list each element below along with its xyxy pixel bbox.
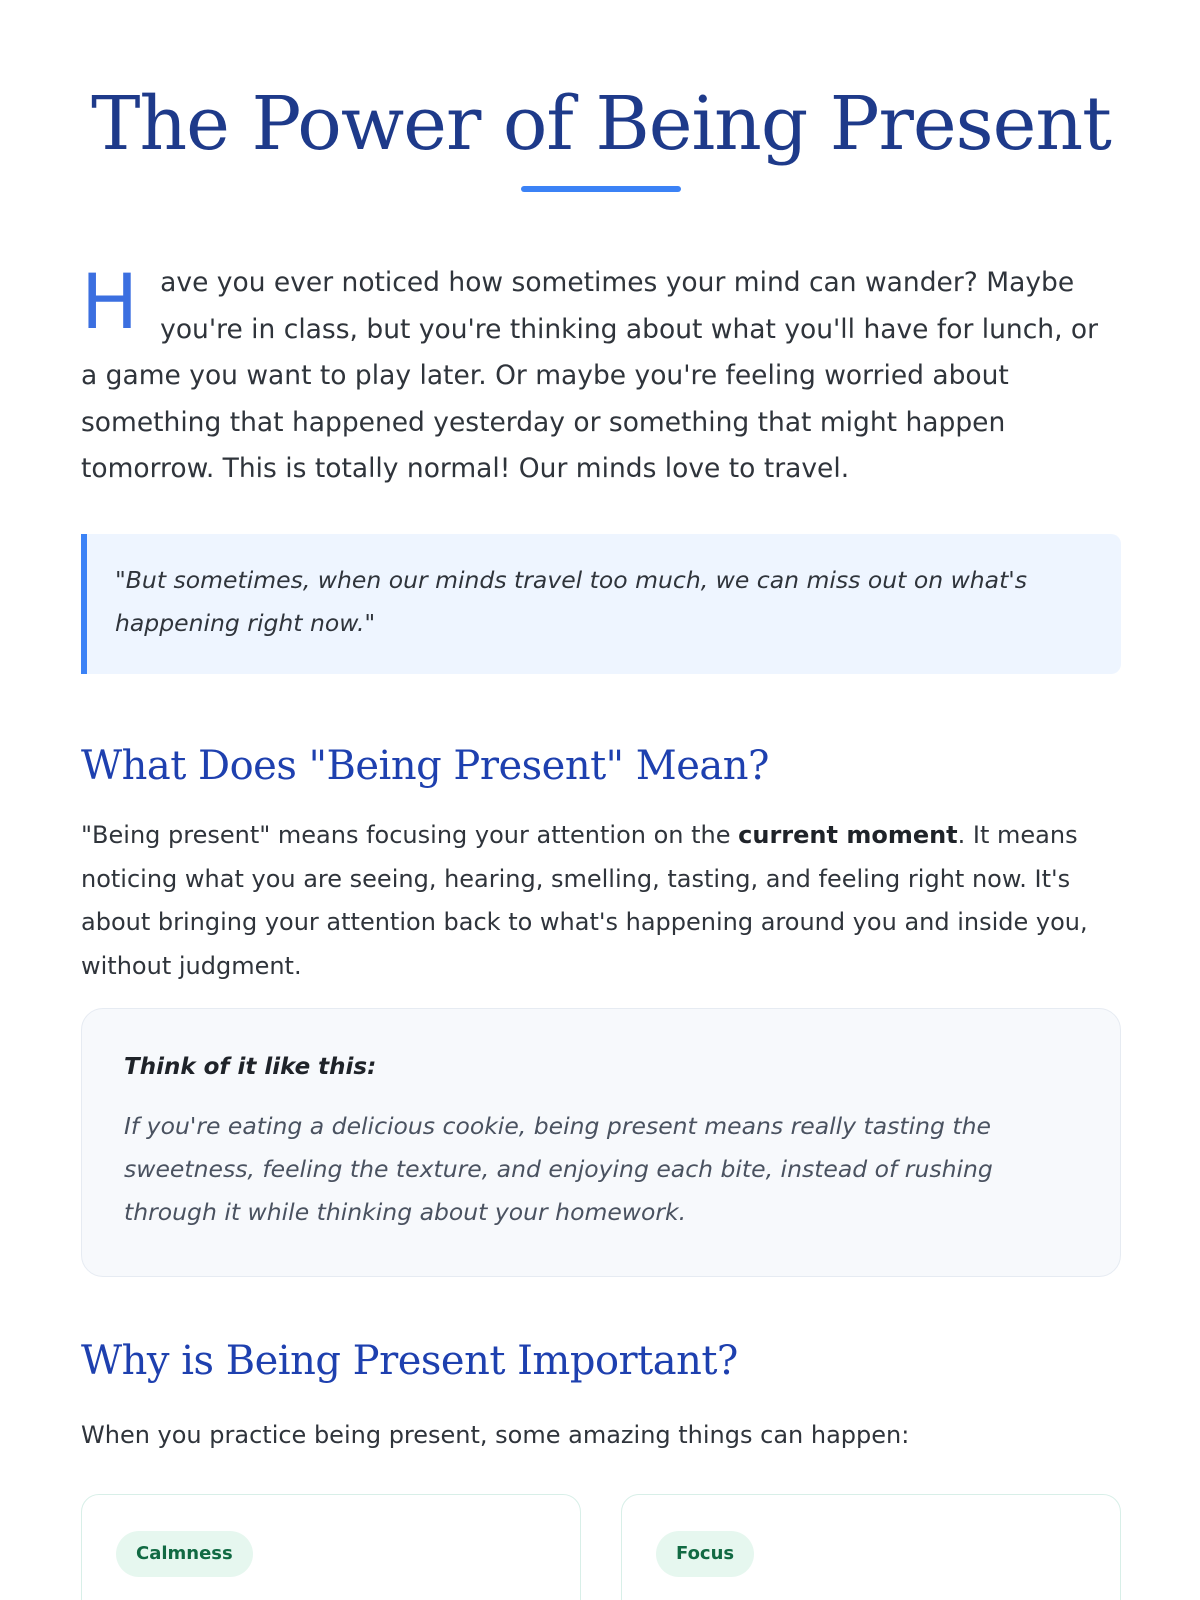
section-heading-importance: Why is Being Present Important?	[81, 1338, 738, 1384]
benefit-badge: Focus	[656, 1531, 754, 1577]
benefit-card-focus	[621, 1494, 1121, 1600]
meaning-emphasis: current moment	[738, 821, 958, 849]
benefit-badge: Calmness	[116, 1531, 253, 1577]
meaning-text-start: "Being present" means focusing your attention on the	[81, 821, 739, 849]
meaning-text-end: . It means noticing what you are seeing, hearing, smelling, tasting, and feeling right now. It's about bringing your attention back to what's happening around you and inside you, without judgment.	[81, 821, 1088, 980]
title-underline	[521, 186, 681, 192]
intro-text: ave you ever noticed how sometimes your mind can wander? Maybe you're in class, but you're thinking about what you'll have for lunch, or a game you want to play later. Or maybe you're feeling worried about something that happened yesterday or something that might happen tomorrow. This is totally normal! Our minds love to travel.	[81, 267, 1099, 484]
analogy-body: If you're eating a delicious cookie, being present means really tasting the sweetness, feeling the texture, and enjoying each bite, instead of rushing through it while thinking about your homework.	[124, 1112, 993, 1226]
importance-intro: When you practice being present, some amazing things can happen:	[81, 1421, 910, 1449]
section-heading-meaning: What Does "Being Present" Mean?	[81, 743, 769, 789]
intro-paragraph	[81, 257, 1121, 493]
drop-cap: H	[81, 257, 139, 346]
benefit-card-calmness	[81, 1494, 581, 1600]
analogy-box	[81, 1008, 1121, 1277]
pull-quote: "But sometimes, when our minds travel too much, we can miss out on what's happening right now."	[81, 534, 1121, 674]
meaning-paragraph	[81, 814, 1121, 988]
analogy-heading: Think of it like this:	[124, 1054, 377, 1080]
page-title: The Power of Being Present	[91, 81, 1111, 167]
